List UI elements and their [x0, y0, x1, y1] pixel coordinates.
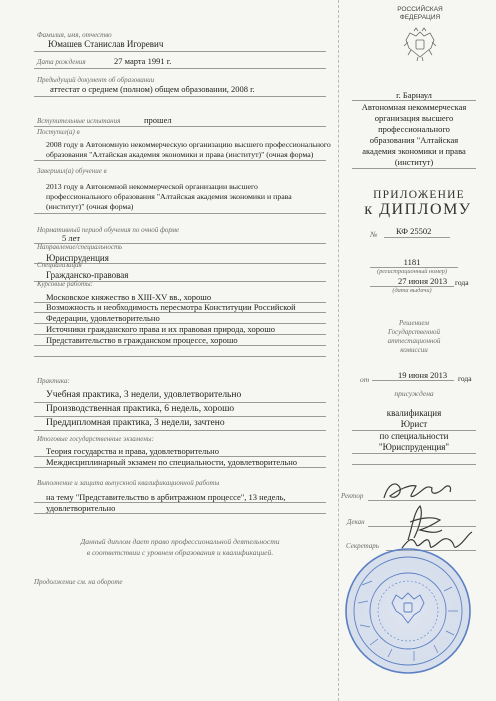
decision-line: аттестационной — [387, 337, 441, 345]
title-line-1: ПРИЛОЖЕНИЕ — [373, 189, 465, 201]
exam-item: Теория государства и права, удовлетворительно — [46, 446, 219, 456]
issue-date: 27 июня 2013 — [398, 276, 448, 286]
country-line-1: РОССИЙСКАЯ — [397, 6, 443, 13]
country-line-2: ФЕДЕРАЦИЯ — [399, 14, 441, 21]
coursework-item: Представительство в гражданском процессе, хорошо — [46, 335, 238, 345]
exam-item: Междисциплинарный экзамен по специальности, удовлетворительно — [46, 457, 298, 467]
from-label: от — [360, 375, 370, 384]
direction-label: Направление/специальность — [37, 243, 123, 251]
awarded-label: присуждена — [394, 389, 434, 398]
practice-item: Преддипломная практика, 3 недели, зачтено — [46, 418, 225, 428]
org-line: организация высшего — [374, 113, 454, 123]
completed-line-2: профессионального образования "Алтайская академия экономики и права — [46, 192, 292, 201]
secretary-label: Секретарь — [346, 542, 379, 550]
practice-label: Практика: — [37, 377, 70, 385]
birth-label: Дата рождения — [37, 58, 86, 66]
continued-note: Продолжение см. на обороте — [34, 578, 123, 586]
city: г. Барнаул — [396, 90, 432, 100]
thesis-line-1: на тему "Представительство в арбитражном процессе", 13 недель, — [46, 492, 286, 502]
surname-label: Фамилия, имя, отчество — [37, 31, 112, 39]
reg-number: 1181 — [403, 257, 421, 267]
surname-value: Юмашев Станислав Игоревич — [48, 39, 164, 49]
thesis-label: Выполнение и защита выпускной квалификационной работы — [37, 479, 220, 487]
official-seal-icon — [342, 545, 474, 677]
completed-label: Завершил(а) обучение в — [37, 167, 107, 175]
qualification-value: Юрист — [400, 419, 428, 429]
qualification-label: квалификация — [386, 408, 442, 418]
dean-label: Декан — [347, 518, 365, 526]
org-line: профессионального — [378, 124, 450, 134]
entrance-value: прошел — [144, 115, 172, 125]
period-label: Нормативный период обучения по очной форме — [37, 226, 180, 234]
decision-year-suffix: года — [458, 374, 472, 383]
admitted-line-2: образования "Алтайская академия экономики и права (институт)" (очная форма) — [46, 150, 314, 159]
org-line: образования "Алтайская — [369, 135, 459, 145]
prev-doc-value: аттестат о среднем (полном) общем образовании, 2008 г. — [50, 84, 255, 94]
prev-doc-label: Предыдущий документ об образовании — [37, 76, 155, 84]
rector-label: Ректор — [341, 492, 364, 500]
exams-label: Итоговые государственные экзамены: — [37, 435, 154, 443]
reg-label: (регистрационный номер) — [376, 268, 448, 275]
coursework-item: Возможность и необходимость пересмотра Конституции Российской — [46, 302, 296, 312]
completed-line-1: 2013 году в Автономной некоммерческой организации высшего — [46, 182, 258, 191]
issue-year-suffix: года — [455, 278, 469, 287]
coursework-item: Источники гражданского права и их правовая природа, хорошо — [46, 324, 275, 334]
specialty-label: по специальности — [379, 431, 449, 441]
coursework-item: Федерации, удовлетворительно — [46, 313, 160, 323]
column-divider — [338, 0, 339, 701]
coursework-item: Московское княжество в XIII-XV вв., хорошо — [46, 292, 212, 302]
birth-value: 27 марта 1991 г. — [114, 56, 172, 66]
org-line: Автономная некоммерческая — [361, 102, 467, 112]
footer-line-2: в соответствии с уровнем образования и квалификацией. — [86, 548, 274, 557]
practice-item: Производственная практика, 6 недель, хорошо — [46, 404, 235, 414]
decision-line: Решением — [399, 319, 429, 327]
admitted-label: Поступил(а) в — [37, 128, 80, 136]
title-line-2: к ДИПЛОМУ — [364, 201, 472, 218]
decision-line: комиссии — [400, 346, 428, 354]
specialization-value: Гражданско-правовая — [46, 270, 129, 280]
footer-line-1: Данный диплом дает право профессиональной деятельности — [80, 537, 280, 546]
specialization-label: Специализация — [37, 261, 82, 269]
direction-value: Юриспруденция — [46, 253, 109, 263]
completed-line-3: (институт)" (очная форма) — [46, 202, 134, 211]
coursework-label: Курсовые работы: — [37, 280, 93, 288]
specialty-value: "Юриспруденция" — [378, 442, 450, 452]
entrance-label: Вступительные испытания — [37, 117, 121, 125]
period-value: 5 лет — [62, 233, 81, 243]
admitted-line-1: 2008 году в Автономную некоммерческую организацию высшего профессионального — [46, 140, 331, 149]
practice-item: Учебная практика, 3 недели, удовлетворительно — [46, 390, 242, 400]
decision-date: 19 июня 2013 — [398, 370, 448, 380]
issue-label: (дата выдачи) — [392, 287, 432, 294]
coat-of-arms-icon — [400, 24, 440, 64]
org-line: (институт) — [394, 157, 434, 167]
thesis-line-2: удовлетворительно — [46, 503, 116, 513]
decision-line: Государственной — [387, 328, 441, 336]
number-value: КФ 25502 — [396, 226, 432, 236]
number-prefix: № — [370, 230, 378, 239]
org-line: академия экономики и права — [362, 146, 466, 156]
